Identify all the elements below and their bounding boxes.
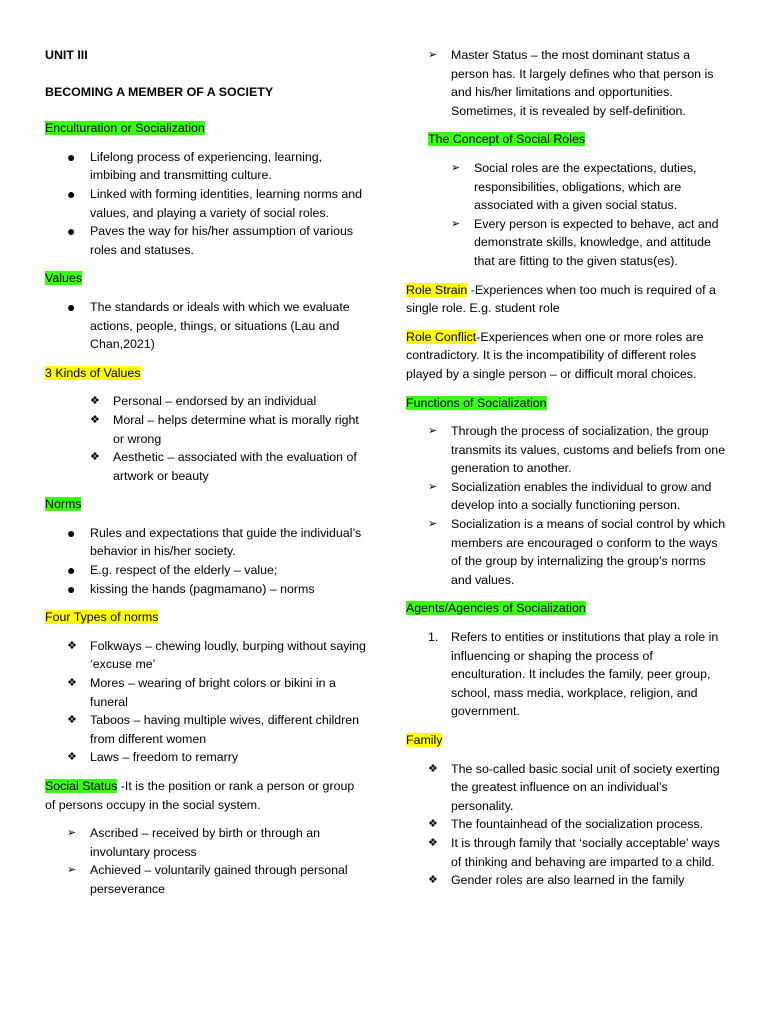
norms-list	[45, 524, 367, 598]
heading-kinds-of-values: 3 Kinds of Values	[45, 365, 141, 380]
diamond-bullet-icon: ❖	[67, 714, 77, 727]
list-item: ❖ Folkways – chewing loudly, burping without saying ‘excuse me’	[67, 638, 366, 672]
arrow-bullet-icon: ➢	[67, 827, 77, 840]
list-item: ➢ Socialization enables the individual to grow and develop into a socially functioning person.	[428, 479, 712, 513]
diamond-bullet-icon: ❖	[90, 451, 100, 464]
list-item: ❖ Taboos – having multiple wives, different children from different women	[67, 713, 360, 746]
list-item: ● Linked with forming identities, learning norms and values, and playing a variety of social roles.	[67, 185, 363, 220]
arrow-bullet-icon: ➢	[67, 864, 77, 877]
bullet-icon: ●	[67, 562, 76, 579]
list-item: 1. Refers to entities or institutions that play a role in influencing or shaping the process of enculturation. It includes the family, peer group, school, mass media, workplace, religion, and government.	[428, 630, 719, 719]
diamond-bullet-icon: ❖	[67, 677, 77, 690]
list-item: ● The standards or ideals with which we evaluate actions, people, things, or situations (Lau and Chan,2021)	[67, 298, 350, 352]
bullet-icon: ●	[67, 185, 76, 202]
arrow-bullet-icon: ➢	[428, 425, 438, 438]
diamond-bullet-icon: ❖	[428, 762, 438, 775]
bullet-icon: ●	[67, 580, 76, 597]
unit-label: UNIT III	[45, 48, 88, 62]
list-item: ❖ The so-called basic social unit of society exerting the greatest influence on an individual’s personality.	[428, 761, 720, 813]
social-status-list	[45, 824, 367, 898]
list-number: 1.	[428, 630, 439, 645]
functions-list	[406, 422, 728, 589]
list-item: ❖ Personal – endorsed by an individual	[45, 392, 367, 411]
list-item: ● Lifelong process of experiencing, learning, imbibing and transmitting culture.	[67, 148, 323, 183]
social-roles-list	[406, 159, 728, 271]
document-title: BECOMING A MEMBER OF A SOCIETY	[45, 84, 274, 99]
diamond-bullet-icon: ❖	[428, 874, 438, 887]
heading-enculturation: Enculturation or Socialization	[45, 121, 205, 136]
diamond-bullet-icon: ❖	[428, 818, 438, 831]
heading-values: Values	[45, 271, 82, 286]
role-conflict-paragraph: Role Conflict-Experiences when one or more roles are contradictory. It is the incompatibility of different roles played by a single person – or difficult moral choices.	[406, 329, 704, 381]
list-item: ➢ Socialization is a means of social control by which members are encouraged o conform to the ways of the group by internalizing the group’s norms and values.	[428, 517, 726, 587]
bullet-icon: ●	[67, 298, 76, 315]
agents-list	[406, 628, 728, 721]
diamond-bullet-icon: ❖	[428, 836, 438, 849]
family-list	[406, 760, 728, 890]
list-item: ➢ Ascribed – received by birth or through an involuntary process	[67, 826, 321, 859]
list-item: ➢ Through the process of socialization, the group transmits its values, customs and beliefs from one generation to another.	[428, 424, 726, 476]
left-column	[45, 46, 367, 899]
role-strain-paragraph: Role Strain -Experiences when too much is required of a single role. E.g. student role	[406, 282, 716, 316]
master-status-list	[406, 46, 728, 120]
diamond-bullet-icon: ❖	[90, 413, 100, 426]
heading-social-roles: The Concept of Social Roles	[428, 132, 586, 147]
arrow-bullet-icon: ➢	[428, 518, 438, 531]
list-item: ❖ Laws – freedom to remarry	[45, 748, 367, 767]
list-item: ● kissing the hands (pagmamano) – norms	[67, 580, 315, 597]
list-item: ➢ Master Status – the most dominant status a person has. It largely defines who that person is and his/her limitations and opportunities. Sometimes, it is revealed by self-definition.	[428, 48, 714, 118]
heading-family: Family	[406, 733, 443, 747]
list-item: ● Rules and expectations that guide the individual’s behavior in his/her society.	[67, 524, 362, 559]
bullet-icon: ●	[67, 524, 76, 541]
list-item: ❖ The fountainhead of the socialization process.	[406, 815, 728, 834]
heading-norms: Norms	[45, 497, 82, 512]
list-item: ➢ Achieved – voluntarily gained through personal perseverance	[67, 863, 348, 896]
bullet-icon: ●	[67, 148, 76, 165]
arrow-bullet-icon: ➢	[428, 49, 438, 61]
heading-types-of-norms: Four Types of norms	[45, 610, 159, 625]
list-item: ❖ Moral – helps determine what is morally right or wrong	[90, 412, 359, 446]
arrow-bullet-icon: ➢	[451, 161, 461, 174]
diamond-bullet-icon: ❖	[67, 639, 77, 652]
heading-role-conflict: Role Conflict	[406, 329, 477, 344]
arrow-bullet-icon: ➢	[451, 217, 461, 230]
list-item: ➢ Social roles are the expectations, duties, responsibilities, obligations, which are associated with a given social status.	[451, 160, 697, 213]
heading-functions: Functions of Socialization	[406, 395, 547, 410]
heading-agents: Agents/Agencies of Socialization	[406, 601, 586, 616]
list-item: ❖ Mores – wearing of bright colors or bikini in a funeral	[67, 676, 336, 709]
types-of-norms-list	[45, 637, 367, 767]
list-item: ❖ It is through family that ‘socially acceptable’ ways of thinking and behaving are imparted to a child.	[428, 835, 720, 869]
bullet-icon: ●	[67, 223, 76, 240]
diamond-bullet-icon: ❖	[67, 751, 77, 764]
right-column	[406, 46, 728, 890]
list-item: ❖ Aesthetic – associated with the evaluation of artwork or beauty	[90, 450, 357, 483]
values-list	[45, 298, 367, 354]
diamond-bullet-icon: ❖	[90, 395, 100, 408]
social-status-paragraph: Social Status -It is the position or rank a person or group of persons occupy in the social system.	[45, 779, 355, 812]
arrow-bullet-icon: ➢	[428, 480, 438, 493]
enculturation-list	[45, 148, 367, 260]
heading-role-strain: Role Strain	[406, 282, 468, 297]
list-item: ● E.g. respect of the elderly – value;	[67, 562, 278, 579]
list-item: ➢ Every person is expected to behave, act and demonstrate skills, knowledge, and attitude that are fitting to the given status(es).	[451, 216, 719, 268]
list-item: ● Paves the way for his/her assumption of various roles and statuses.	[67, 223, 354, 257]
list-item: ❖ Gender roles are also learned in the family	[406, 871, 728, 890]
heading-social-status: Social Status	[45, 779, 118, 793]
kinds-of-values-list	[45, 392, 367, 485]
